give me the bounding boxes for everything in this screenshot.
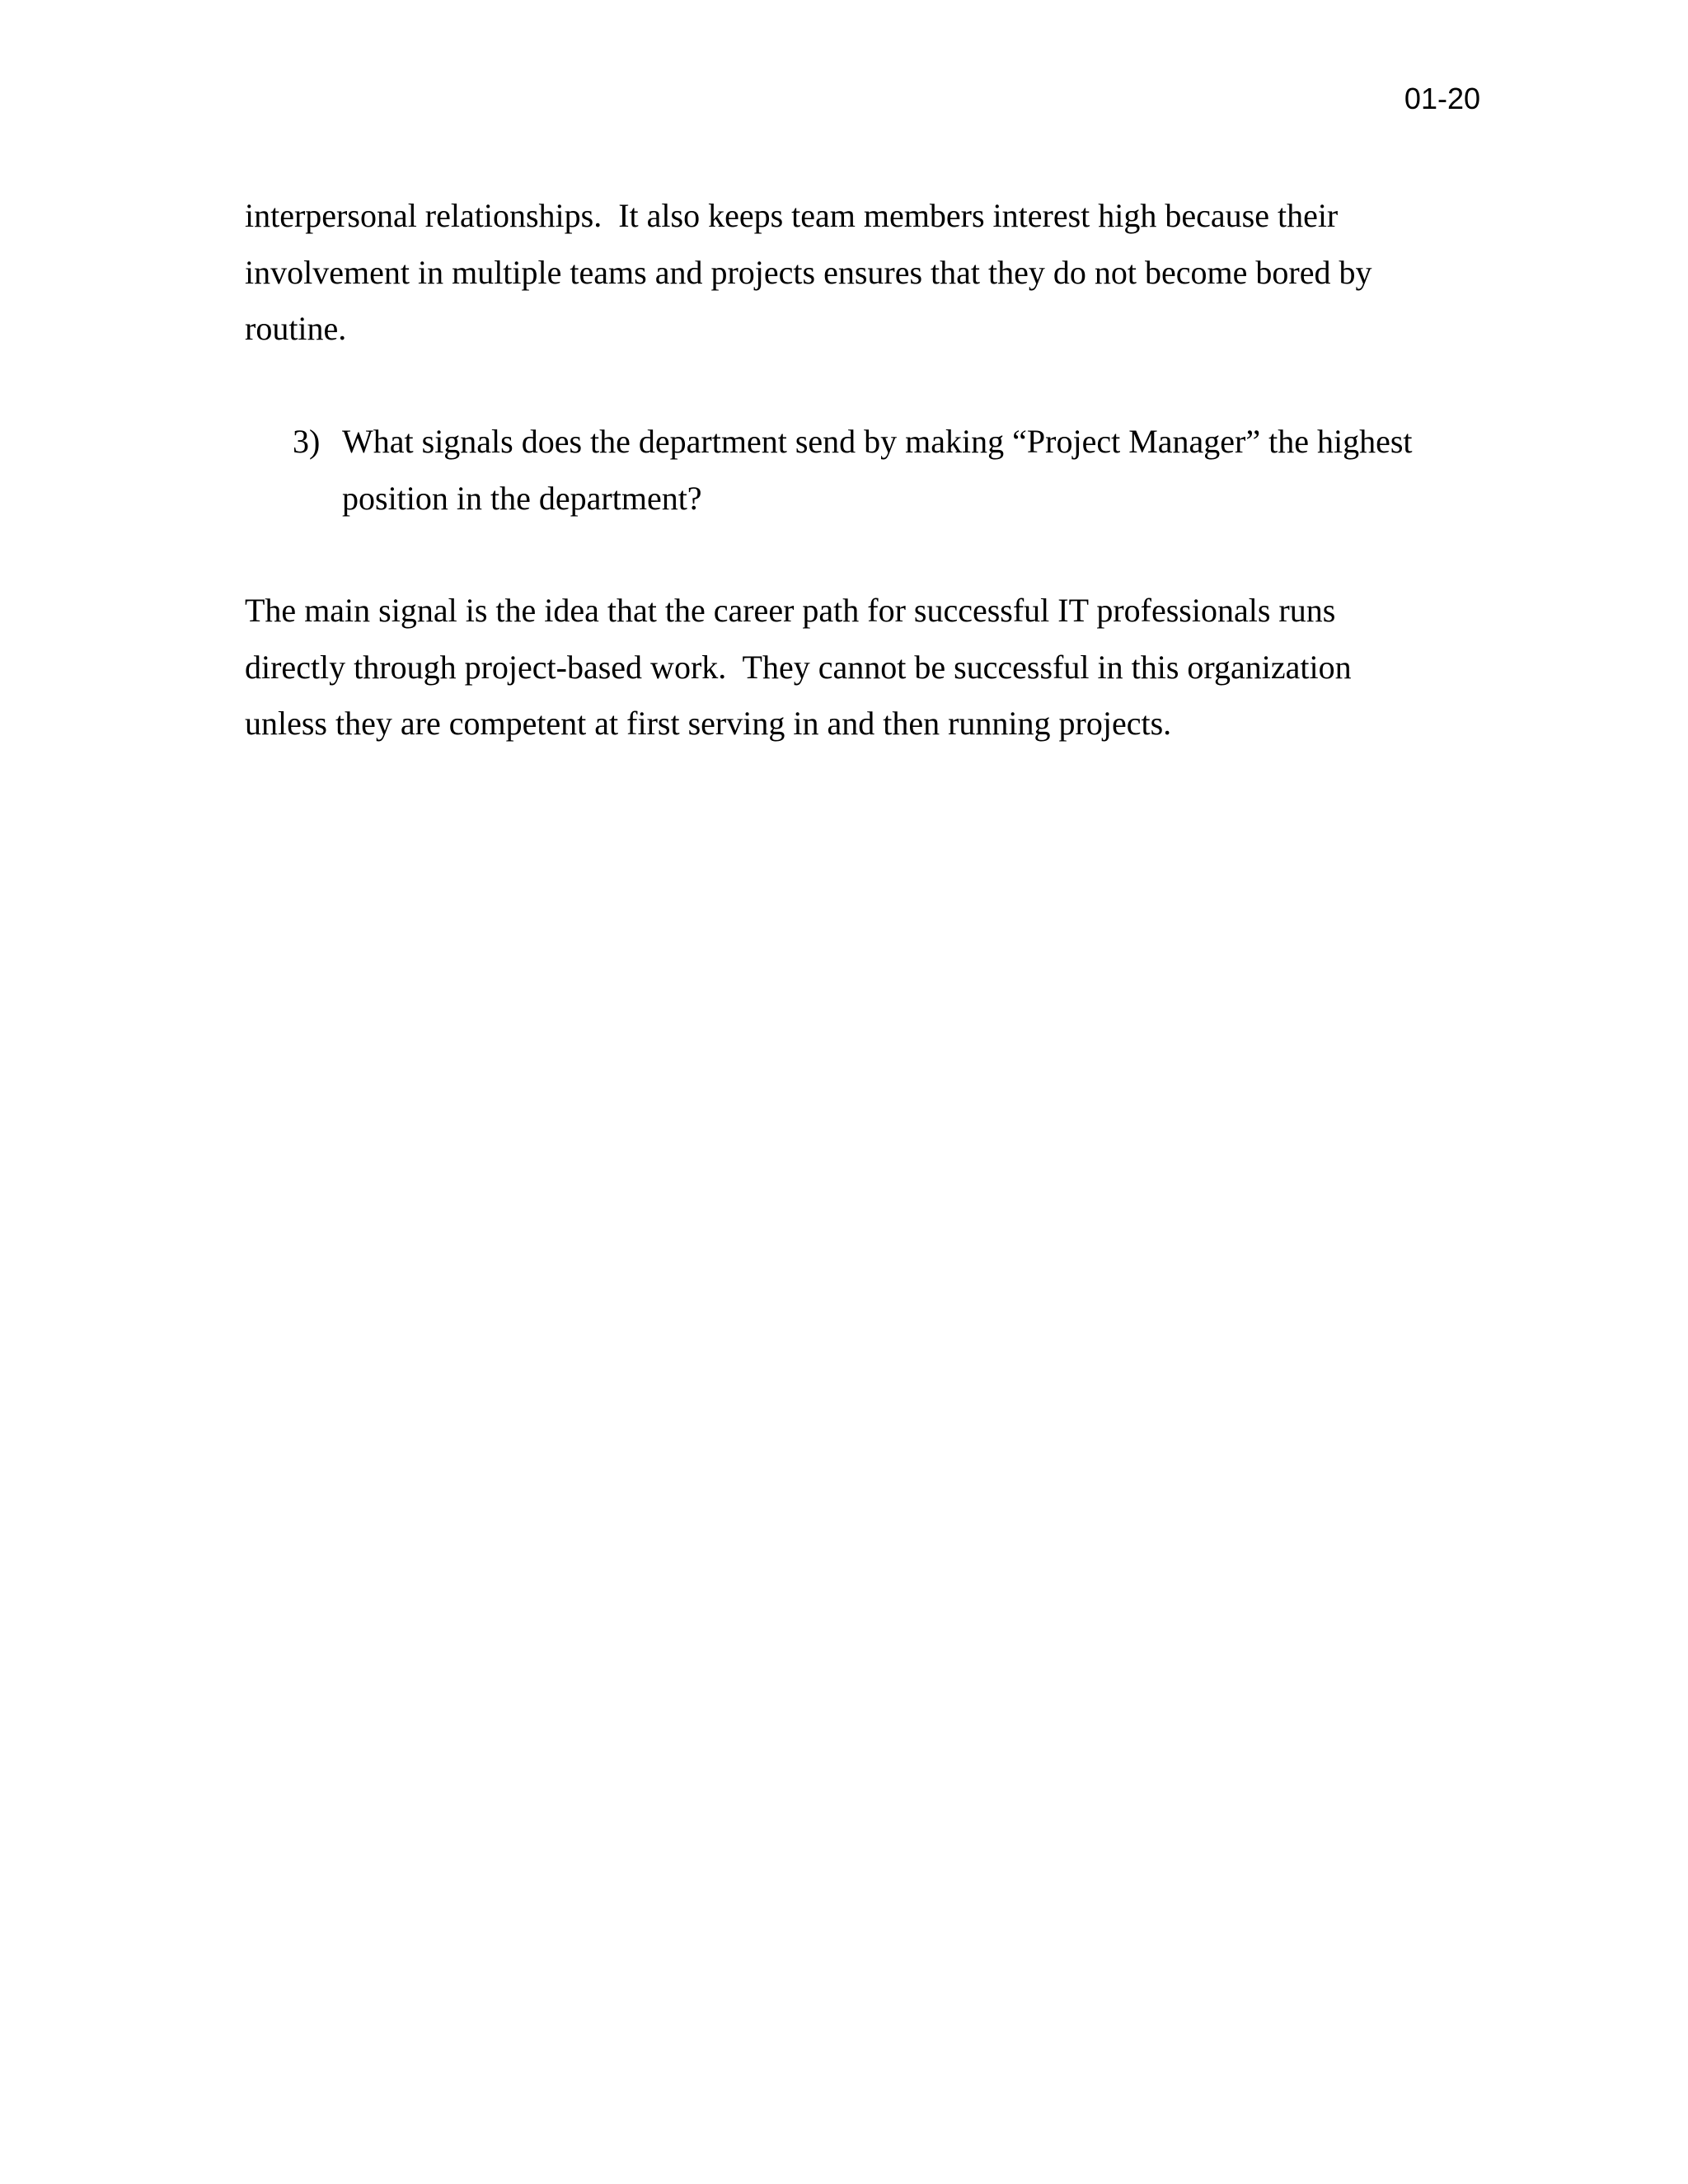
question-number: 3): [293, 423, 321, 460]
paragraph-line: The main signal is the idea that the career path for successful IT professionals runs: [245, 592, 1336, 629]
question-line: position in the department?: [342, 479, 702, 517]
answer-paragraph: [245, 583, 1440, 752]
paragraph-line: interpersonal relationships. It also keeps team members interest high because their: [245, 197, 1339, 234]
paragraph-line: unless they are competent at first serving in and then running projects.: [245, 705, 1172, 742]
paragraph-line: routine.: [245, 310, 347, 347]
answer-paragraph-continued: [245, 188, 1440, 358]
question-text: [342, 414, 1447, 527]
paragraph-line: involvement in multiple teams and projects ensures that they do not become bored by: [245, 253, 1372, 291]
page-number: 01-20: [1404, 82, 1480, 115]
paragraph-line: directly through project-based work. They cannot be successful in this organization: [245, 648, 1352, 686]
question-line: What signals does the department send by making “Project Manager” the highest: [342, 423, 1413, 460]
